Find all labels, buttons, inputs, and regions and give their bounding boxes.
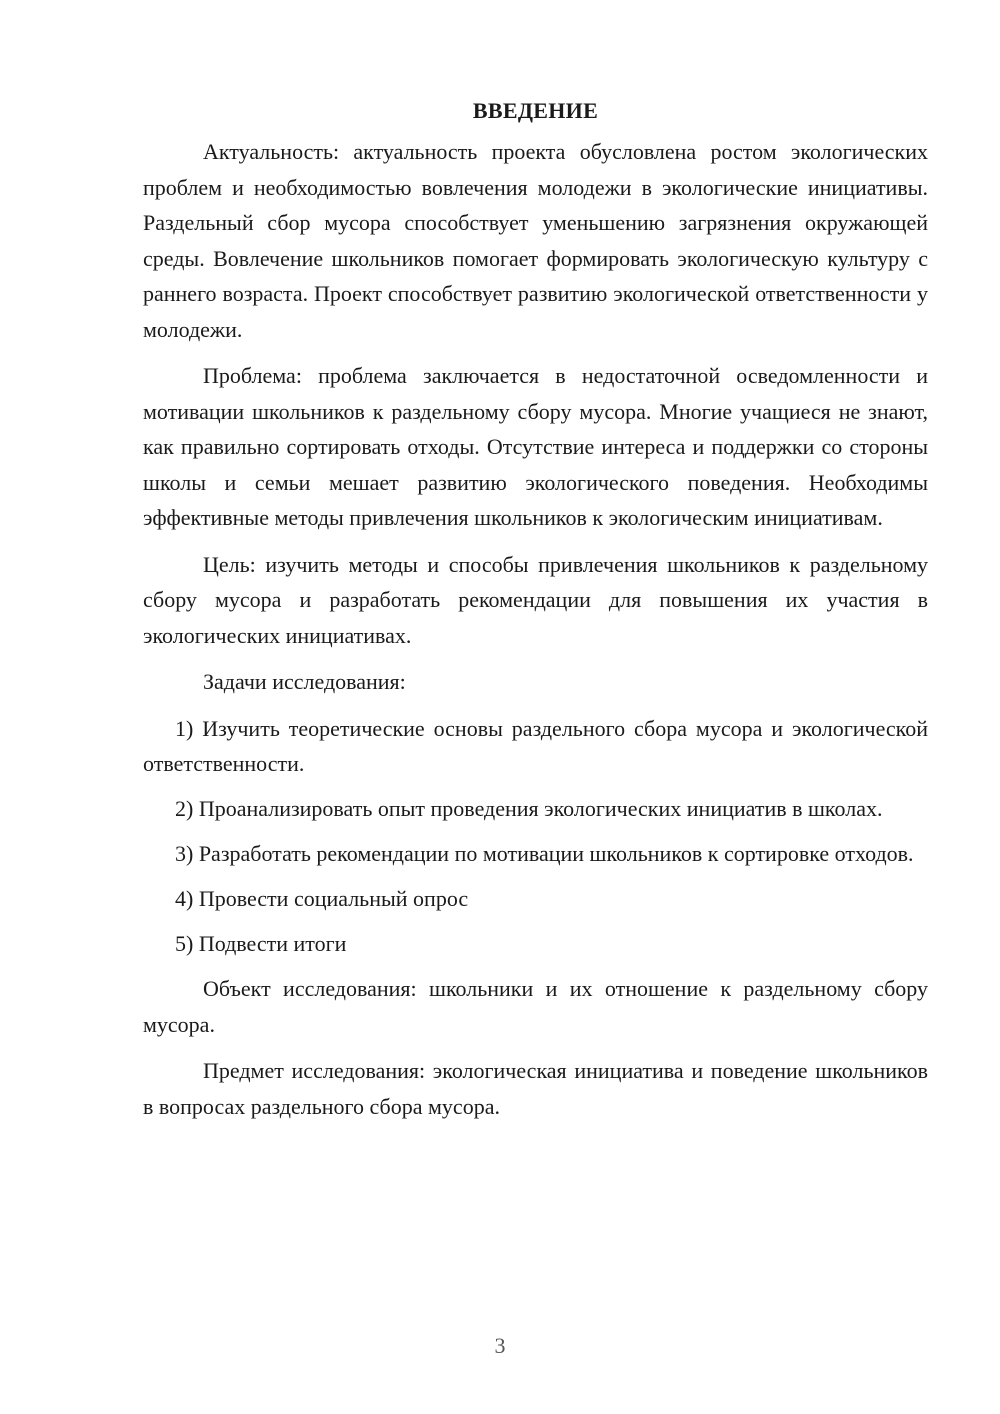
task-item-1: 1) Изучить теоретические основы раздельного сбора мусора и экологической ответственности. (143, 715, 928, 776)
subject-paragraph: Предмет исследования: экологическая инициатива и поведение школьников в вопросах раздельного сбора мусора. (143, 1058, 928, 1119)
task-item-5: 5) Подвести итоги (175, 931, 347, 956)
task-item-4: 4) Провести социальный опрос (175, 886, 469, 911)
object-paragraph: Объект исследования: школьники и их отношение к раздельному сбору мусора. (143, 976, 928, 1037)
task-item-3: 3) Разработать рекомендации по мотивации школьников к сортировке отходов. (175, 841, 914, 866)
page-number: 3 (494, 1333, 506, 1358)
relevance-paragraph: Актуальность: актуальность проекта обусловлена ростом экологических проблем и необходимостью вовлечения молодежи в экологические инициативы. Раздельный сбор мусора способствует уменьшению загрязнения окружающей среды. Вовлечение школьников помогает формировать экологическую культуру с раннего возраста. Проект способствует развитию экологической ответственности у молодежи. (143, 139, 928, 342)
goal-paragraph: Цель: изучить методы и способы привлечения школьников к раздельному сбору мусора и разработать рекомендации для повышения их участия в экологических инициативах. (143, 551, 928, 648)
problem-paragraph: Проблема: проблема заключается в недостаточной осведомленности и мотивации школьников к раздельному сбору мусора. Многие учащиеся не знают, как правильно сортировать отходы. Отсутствие интереса и поддержки со стороны школы и семьи мешает развитию экологического поведения. Необходимы эффективные методы привлечения школьников к экологическим инициативам. (143, 363, 928, 530)
section-heading: ВВЕДЕНИЕ (472, 98, 599, 123)
document-page (143, 96, 928, 1135)
tasks-title: Задачи исследования: (203, 669, 406, 694)
task-item-2: 2) Проанализировать опыт проведения экологических инициатив в школах. (175, 796, 883, 821)
